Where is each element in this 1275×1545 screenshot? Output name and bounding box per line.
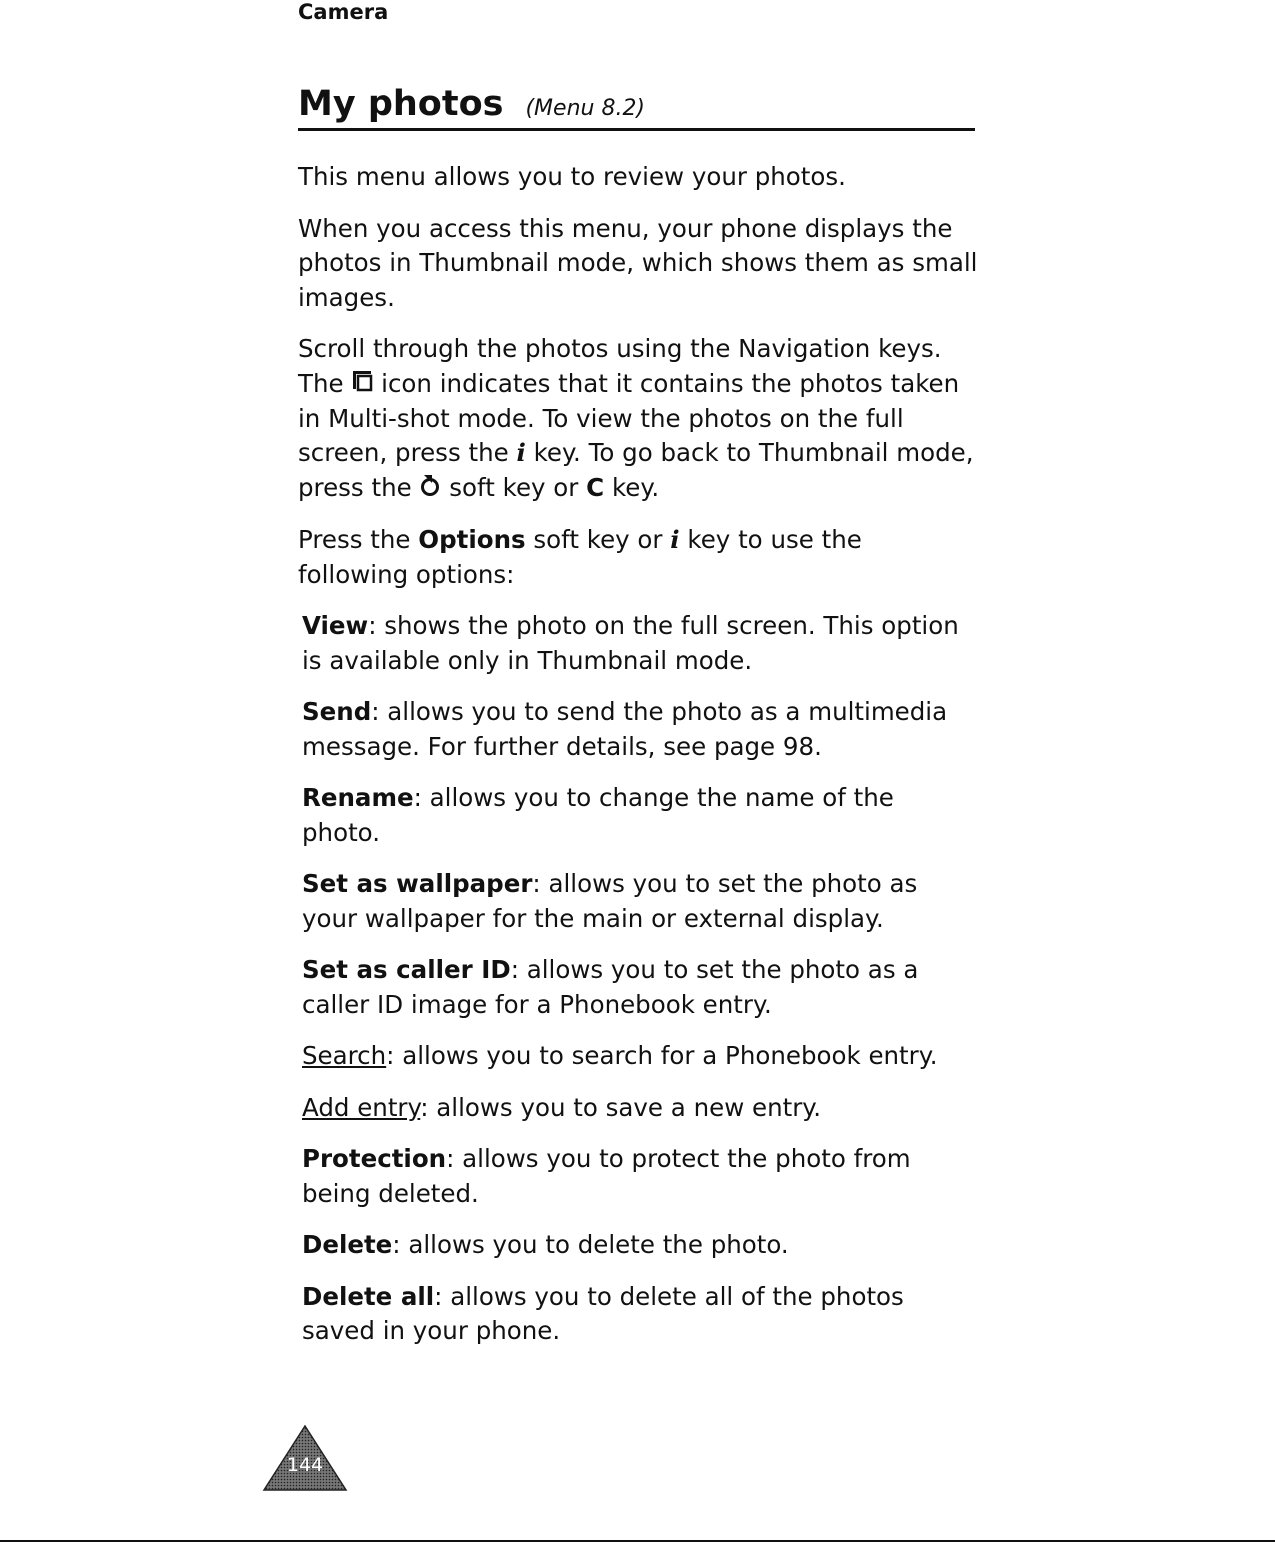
option-term: Add entry xyxy=(302,1092,421,1122)
option-desc: : allows you to change the name of the photo. xyxy=(302,783,894,847)
section-label: Camera xyxy=(298,0,389,24)
option-set-as-caller-id xyxy=(302,953,978,1022)
option-delete-all xyxy=(302,1280,978,1349)
option-delete xyxy=(302,1228,978,1263)
option-term: Rename xyxy=(302,783,414,812)
option-term: View xyxy=(302,611,369,640)
options-paragraph xyxy=(298,523,978,592)
multishot-icon xyxy=(351,367,373,402)
option-term: Protection xyxy=(302,1144,447,1173)
option-term: Search xyxy=(302,1041,387,1070)
i-key-icon: i xyxy=(670,525,680,554)
page-number: 144 xyxy=(286,1454,324,1476)
options-softkey-label: Options xyxy=(418,525,526,554)
option-term: Delete all xyxy=(302,1281,435,1311)
option-desc: : allows you to save a new entry. xyxy=(420,1092,822,1122)
option-term: Set as wallpaper xyxy=(302,869,533,898)
option-set-as-wallpaper xyxy=(302,867,978,936)
bottom-divider xyxy=(0,1540,1275,1542)
scroll-text-d: soft key or xyxy=(449,472,587,502)
option-desc: : allows you to set the photo as a caller ID image for a Phonebook entry. xyxy=(302,955,919,1019)
body-content xyxy=(298,160,978,1366)
option-rename xyxy=(302,781,978,850)
scroll-text-a: Scroll through the photos using the Navigation keys. The xyxy=(298,334,942,398)
back-softkey-icon xyxy=(419,472,441,507)
option-term: Send xyxy=(302,697,372,726)
option-desc: : allows you to delete all of the photos saved in your phone. xyxy=(302,1281,904,1345)
option-protection xyxy=(302,1142,978,1211)
c-key-label: C xyxy=(586,472,605,502)
intro-paragraph: This menu allows you to review your photos. xyxy=(298,162,846,191)
option-desc: : allows you to search for a Phonebook entry. xyxy=(386,1041,938,1070)
scroll-text-e: key. xyxy=(611,472,660,502)
option-desc: : allows you to protect the photo from being deleted. xyxy=(302,1144,911,1208)
option-term: Set as caller ID xyxy=(302,955,511,984)
scroll-text-b: icon indicates that it contains the photos taken in Multi-shot mode. To view the photos on the full screen, press the xyxy=(298,368,960,468)
option-add-entry xyxy=(302,1091,978,1126)
options-text-a: Press the xyxy=(298,525,419,554)
option-desc: : allows you to delete the photo. xyxy=(392,1230,789,1259)
option-view xyxy=(302,609,978,678)
options-text-c: key to use the following options: xyxy=(298,525,862,589)
option-desc: : shows the photo on the full screen. This option is available only in Thumbnail mode. xyxy=(302,611,959,675)
menu-number: (Menu 8.2) xyxy=(525,96,646,121)
option-desc: : allows you to set the photo as your wallpaper for the main or external display. xyxy=(302,869,918,933)
scroll-paragraph xyxy=(298,332,978,506)
thumbnail-paragraph: When you access this menu, your phone displays the photos in Thumbnail mode, which shows them as small images. xyxy=(298,213,978,312)
page-title-row xyxy=(298,84,975,131)
option-desc: : allows you to send the photo as a multimedia message. For further details, see page 98. xyxy=(302,697,948,761)
options-text-b: soft key or xyxy=(533,525,671,554)
option-send xyxy=(302,695,978,764)
option-term: Delete xyxy=(302,1230,393,1259)
scroll-text-c: key. To go back to Thumbnail mode, press the xyxy=(298,438,974,502)
i-key-icon: i xyxy=(516,438,526,468)
page-title: My photos xyxy=(298,84,504,124)
option-search xyxy=(302,1039,978,1074)
